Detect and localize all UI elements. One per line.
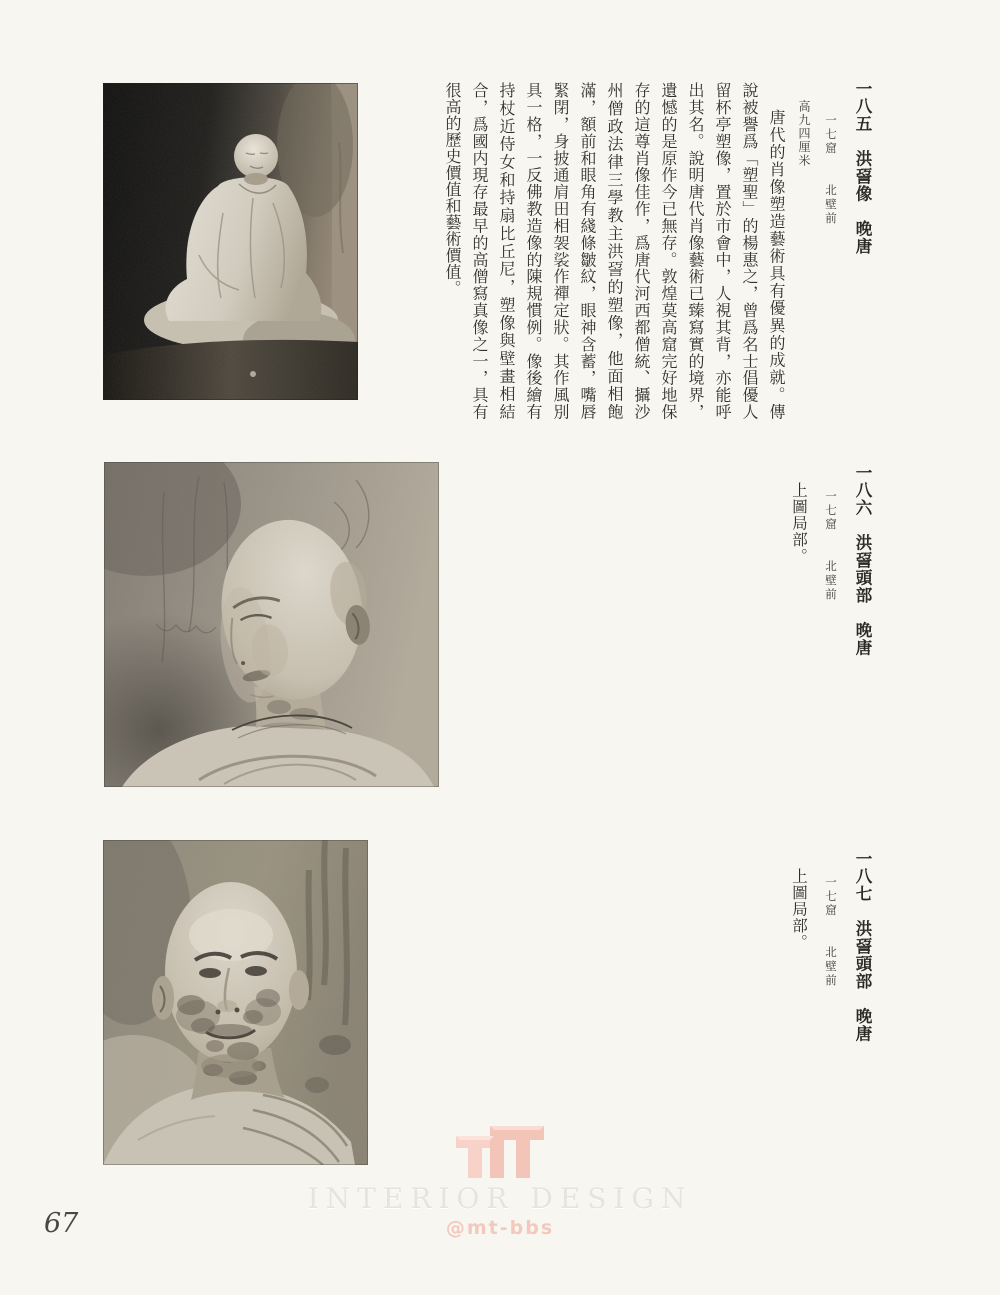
plate-186-note: 上圖局部。 <box>790 482 808 565</box>
mt-bbs-m-logo-icon <box>452 1122 548 1178</box>
photo-187-head-frontal <box>103 840 368 1165</box>
page-number: 67 <box>44 1208 79 1239</box>
photo-186-head-three-quarter <box>104 462 439 787</box>
plate-187-location: 一七窟 北壁前 <box>824 876 838 988</box>
watermark-handle-text: @mt-bbs <box>445 1217 555 1239</box>
photo-185-seated-statue <box>103 83 358 400</box>
plate-187-note: 上圖局部。 <box>790 868 808 951</box>
plate-185-heading: 一八五 洪䛒像 晚唐 <box>853 80 872 255</box>
watermark-brand-text: INTERIOR DESIGN <box>307 1182 693 1215</box>
plate-185-location: 一七窟 北壁前 <box>824 114 838 226</box>
plate-185-size-note: 高九四厘米 <box>797 100 811 168</box>
plate-187-caption-block <box>786 848 876 1148</box>
plate-186-location: 一七窟 北壁前 <box>824 490 838 602</box>
plate-187-heading: 一八七 洪䛒頭部 晚唐 <box>853 850 872 1043</box>
plate-186-caption-block <box>786 462 876 762</box>
plate-186-heading: 一八六 洪䛒頭部 晚唐 <box>853 464 872 657</box>
plate-185-body-text: 唐代的肖像塑造藝術具有優異的成就。傳說被譽爲「塑聖」的楊惠之，曾爲名士倡優人留杯亭塑像，置於市會中，人視其背，亦能呼出其名。說明唐代肖像藝術已臻寫實的境界，遺憾的是原作今已無存。敦煌莫高窟完好地保存的這尊肖像佳作，爲唐代河西都僧統、攝沙州僧政法律三學教主洪䛒的塑像，他面相飽滿，額前和眼角有綫條皺紋，眼神含蓄，嘴唇緊閉，身披通肩田相袈裟作禪定狀。其作風別具一格，一反佛教造像的陳規慣例。像後繪有持杖近侍女和持扇比丘尼，塑像與壁畫相結合，爲國内現存最早的高僧寫真像之一，具有很高的歷史價值和藝術價值。 <box>443 82 786 420</box>
plate-185-caption-block <box>439 78 876 422</box>
